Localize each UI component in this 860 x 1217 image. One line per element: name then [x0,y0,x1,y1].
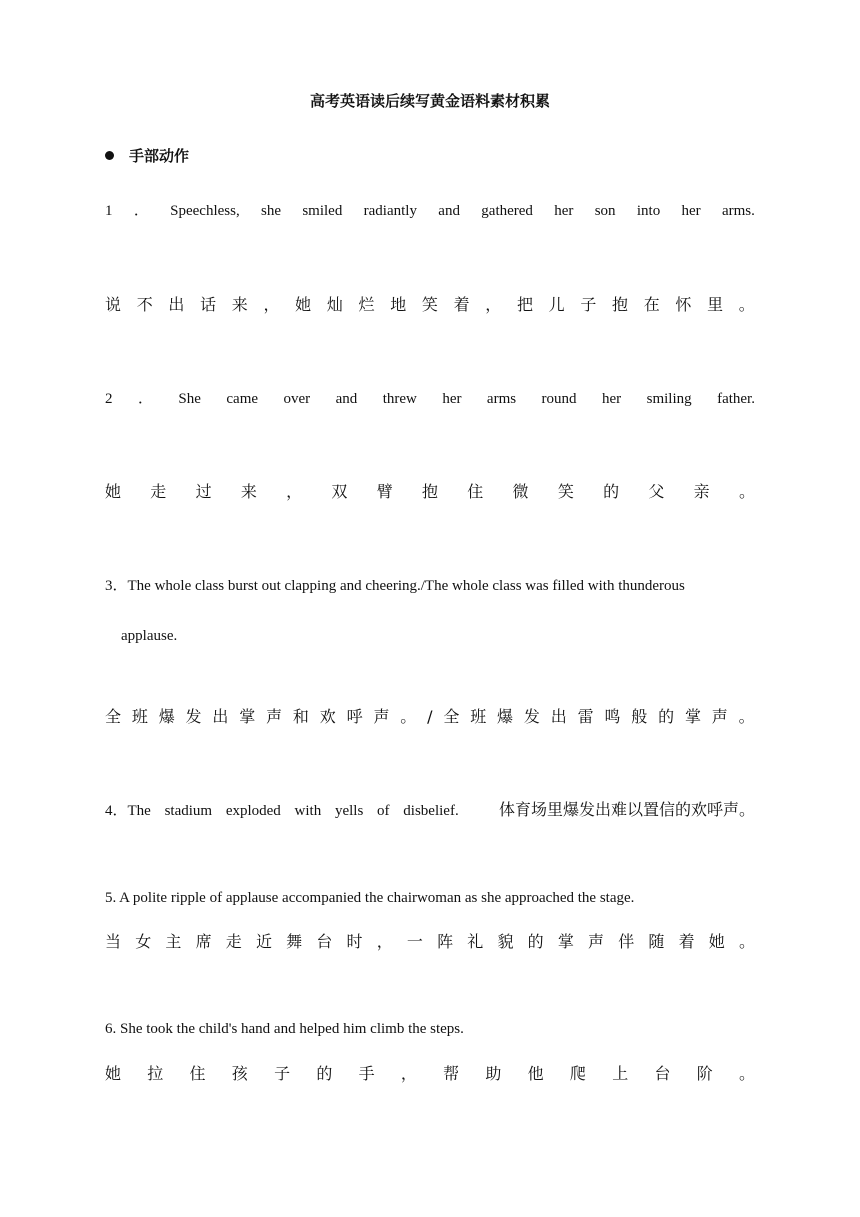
character: 子 [274,1064,291,1083]
character: 她 [105,482,122,501]
character: 的 [658,707,675,726]
character: 的 [603,482,620,501]
character: 走 [150,482,167,501]
character: 烂 [358,295,375,314]
word: ． [133,203,149,219]
character: 的 [316,1064,333,1083]
character: ， [485,295,502,314]
word: She [178,391,201,407]
word: 1 [105,203,113,219]
character: 出 [550,707,567,726]
character: 住 [467,482,484,501]
character: 雷 [577,707,594,726]
character: 伴 [618,932,635,951]
character: 主 [165,932,182,951]
section-label: 手部动作 [129,147,190,165]
character: 声 [266,707,283,726]
item-4-line [105,800,755,821]
character: 鸣 [604,707,621,726]
character: 亲 [693,482,710,501]
character: 发 [523,707,540,726]
character: 全 [105,707,122,726]
character: 般 [631,707,648,726]
item-5-chinese [105,931,755,953]
word: she [261,203,282,219]
character: 和 [292,707,309,726]
item-3-english-line1: 3．The whole class burst out clapping and cheering./The whole class was filled with thunderous [105,578,685,594]
character: 来 [240,482,257,501]
word: gathered [481,203,533,219]
word: her [681,203,701,219]
word: her [554,203,574,219]
word: round [541,391,577,407]
character: 里 [707,295,724,314]
character: 爆 [158,707,175,726]
character: 儿 [548,295,565,314]
character: 爆 [497,707,514,726]
character: ， [286,482,303,501]
character: 她 [708,932,725,951]
word: smiled [302,203,343,219]
character: 地 [390,295,407,314]
character: 话 [200,295,217,314]
character: 笑 [421,295,438,314]
character: 帮 [443,1064,460,1083]
word: into [636,203,661,219]
character: 一 [406,932,423,951]
character: 子 [580,295,597,314]
character: 臂 [376,482,393,501]
page-title: 高考英语读后续写黄金语料素材积累 [309,92,550,110]
character: 父 [648,482,665,501]
word: radiantly [363,203,417,219]
character: 当 [105,932,122,951]
bullet-icon [105,151,114,160]
character: 她 [105,1064,122,1083]
word: her [602,391,622,407]
character: 班 [131,707,148,726]
character: 台 [316,932,333,951]
word: 2 [105,391,113,407]
character: 怀 [675,295,692,314]
character: 台 [654,1064,671,1083]
character: 抱 [612,295,629,314]
character: 发 [185,707,202,726]
character: 微 [512,482,529,501]
character: ， [263,295,280,314]
character: 出 [212,707,229,726]
character: 阶 [696,1064,713,1083]
character: 阵 [437,932,454,951]
character: 过 [195,482,212,501]
character: 不 [136,295,153,314]
character: 时 [346,932,363,951]
word: father. [717,391,755,407]
character: 他 [527,1064,544,1083]
character: 拉 [147,1064,164,1083]
character: 抱 [421,482,438,501]
character: 声 [588,932,605,951]
item-2-english [105,389,755,409]
item-5-english: 5. A polite ripple of applause accompanied the chairwoman as she approached the stage. [105,890,635,906]
character: / [427,707,433,726]
word: smiling [646,391,692,407]
word: arms. [721,203,755,219]
character: 。 [738,295,755,314]
word: and [335,391,358,407]
character: 礼 [467,932,484,951]
character: 。 [738,932,755,951]
item-3-english-line2: applause. [121,628,178,644]
character: 爬 [569,1064,586,1083]
character: ， [400,1064,417,1083]
character: 呼 [346,707,363,726]
word: over [283,391,311,407]
character: 着 [453,295,470,314]
character: 。 [738,1064,755,1083]
item-1-chinese [105,294,755,316]
item-6-chinese [105,1063,755,1085]
character: 掌 [684,707,701,726]
character: 全 [443,707,460,726]
item-6-english: 6. She took the child's hand and helped him climb the steps. [105,1021,464,1037]
character: 在 [643,295,660,314]
character: 声 [711,707,728,726]
word: arms [486,391,517,407]
character: 掌 [557,932,574,951]
character: 席 [195,932,212,951]
character: 出 [168,295,185,314]
character: 近 [255,932,272,951]
word: threw [382,391,417,407]
character: 声 [373,707,390,726]
character: 孩 [231,1064,248,1083]
character: 手 [358,1064,375,1083]
character: 上 [612,1064,629,1083]
character: 说 [105,295,122,314]
character: 住 [189,1064,206,1083]
character: 欢 [319,707,336,726]
word: Speechless, [170,203,240,219]
word: and [438,203,460,219]
character: 着 [678,932,695,951]
word: ． [137,391,153,407]
character: 貌 [497,932,514,951]
character: 的 [527,932,544,951]
character: 女 [135,932,152,951]
character: 来 [231,295,248,314]
word: son [594,203,616,219]
character: 她 [295,295,312,314]
character: 助 [485,1064,502,1083]
section-heading [105,145,189,166]
character: ， [376,932,393,951]
character: 笑 [557,482,574,501]
character: 掌 [239,707,256,726]
character: 。 [738,482,755,501]
character: 舞 [286,932,303,951]
character: 双 [331,482,348,501]
item-4-chinese: 体育场里爆发出难以置信的欢呼声。 [498,800,755,819]
character: 。 [738,707,755,726]
character: 班 [470,707,487,726]
character: 把 [516,295,533,314]
word: came [226,391,259,407]
character: 灿 [326,295,343,314]
character: 。 [400,707,417,726]
item-3-chinese [105,706,755,728]
item-1-english [105,201,755,221]
character: 随 [648,932,665,951]
word: her [442,391,462,407]
item-4-english: 4．The stadium exploded with yells of disbelief. [105,803,459,819]
character: 走 [225,932,242,951]
item-2-chinese [105,481,755,503]
